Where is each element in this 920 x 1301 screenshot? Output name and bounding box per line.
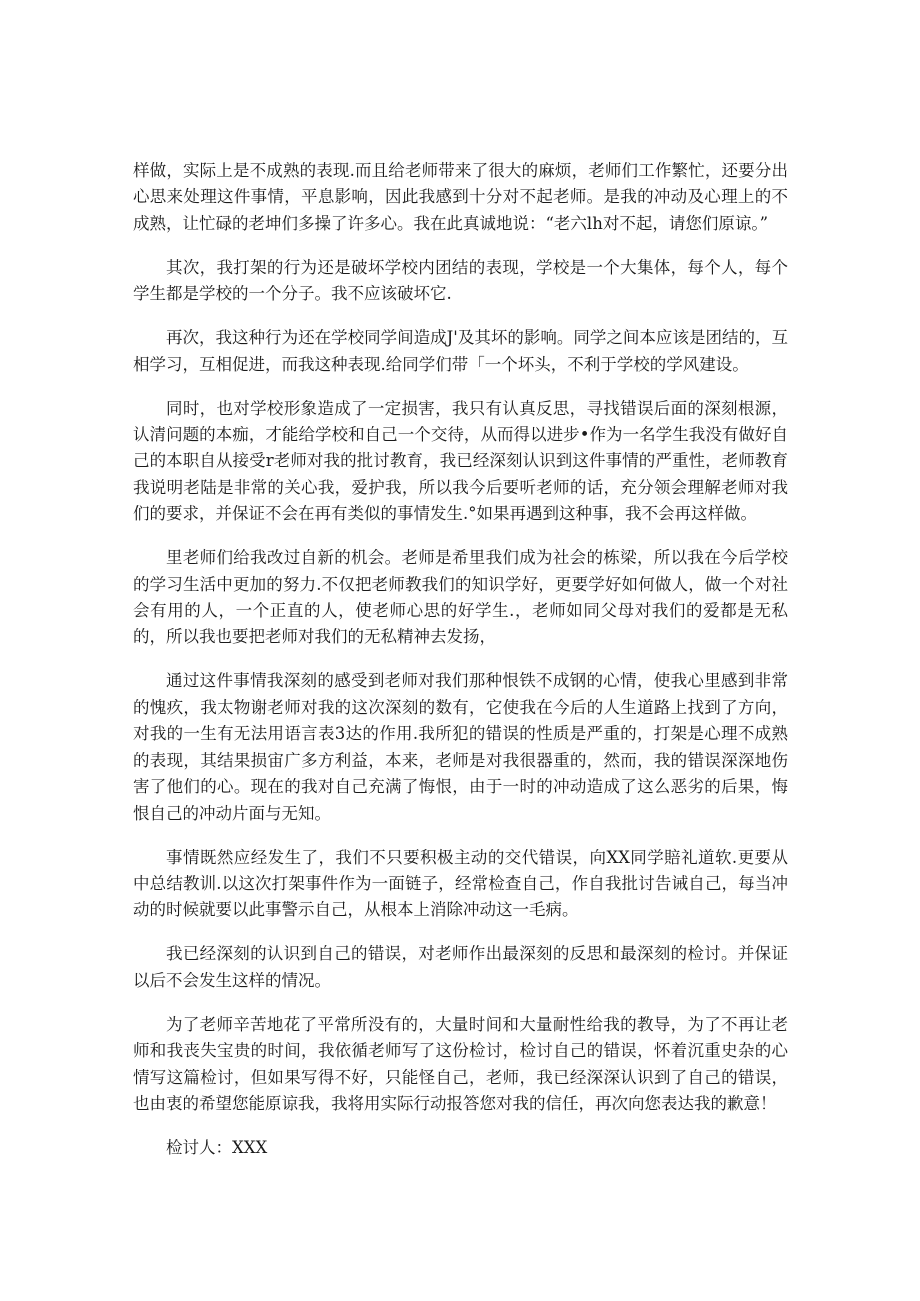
paragraph-continuation: 样做，实际上是不成熟的表现.而且给老师带来了很大的麻烦，老师们工作繁忙，还要分出心思来处理这件事情，平息影响，因此我感到十分对不起老师。是我的冲动及心理上的不成熟，让忙碌的老坤们多操了许多心。我在此真诚地说：“老六lh对不起，请您们原谅。” — [133, 161, 788, 233]
paragraph-apology: 事情既然应经发生了，我们不只要积极主动的交代错误，向XX同学賠礼道软.更要从中总结教训.以这次打架事件作为一面链子，经常检查自己，作自我批讨告诫自己，每当冲动的时候就要以此事警示自己，从根本上消除冲动这一毛病。 — [133, 847, 788, 920]
paragraph-secondly: 其次，我打架的行为还是破坏学校内团结的表现，学校是一个大集体，每个人，每个学生都是学校的一个分子。我不应该破坏它. — [133, 257, 788, 304]
paragraph-meanwhile: 同时，也对学校形象造成了一定损害，我只有认真反思，寻找错误后面的深刻根源，认清问题的本痂，才能给学校和自己一个交待，从而得以进步•作为一名学生我没有做好自己的本职自从接受r老师对我的批讨教育，我已经深刻认识到这件事情的严重性，老师教育我说明老陆是非常的关心我，爱护我，所以我今后要听老师的话，充分领会理解老师对我们的要求，并保证不会在再有类似的事情发生.°如果再遇到这种事，我不会再这样做。 — [133, 398, 788, 524]
paragraph-closing: 为了老师辛苦地花了平常所没有的，大量时间和大量耐性给我的教导，为了不再让老师和我丧失宝贵的时间，我依循老师写了这份检讨，检讨自己的错误，怀着沉重史杂的心情写这篇检讨，但如果写得不好，只能怪自己，老师，我已经深深认识到了自己的错误，也由衷的希望您能原谅我，我将用实际行动报答您对我的信任，再次向您表达我的歉意！ — [133, 1014, 788, 1113]
signature-line: 检讨人：XXX — [166, 1137, 268, 1157]
paragraph-thirdly: 再次，我这种行为还在学校同学间造成J'及其坏的影响。同学之间本应该是团结的，互相学习，互相促进，而我这种表现.给同学们带「一个坏头，不利于学校的学风建设。 — [133, 328, 788, 374]
paragraph-teachers-chance: 里老师们给我改过自新的机会。老师是希里我们成为社会的栋梁，所以我在今后学校的学习生活中更加的努力.不仅把老师教我们的知识学好，更要学好如何做人，做一个对社会有用的人，一个正直的人，使老师心思的好学生.，老师如同父母对我们的爱都是无私的，所以我也要把老师对我们的无私精神去发扬， — [133, 548, 788, 647]
paragraph-recognition: 我已经深刻的认识到自己的错误，对老师作出最深刻的反思和最深刻的检讨。并保证以后不会发生这样的情况。 — [133, 944, 788, 990]
document-body — [133, 158, 788, 1179]
paragraph-reflection: 通过这件事情我深刻的感受到老师对我们那种恨铁不成钢的心情，使我心里感到非常的愧疚，我太物谢老师对我的这次深刻的数有，它使我在今后的人生道路上找到了方向，对我的一生有无法用语言表3达的作用.我所犯的错误的性质是严重的，打架是心理不成熟的表现，其结果损宙广多方利益，本来，老师是对我很器重的，然而，我的错误深深地伤害了他们的心。现在的我对自己充满了悔恨，由于一时的冲动造成了这么恶劣的后果，悔恨自己的冲动片面与无知。 — [133, 671, 788, 823]
